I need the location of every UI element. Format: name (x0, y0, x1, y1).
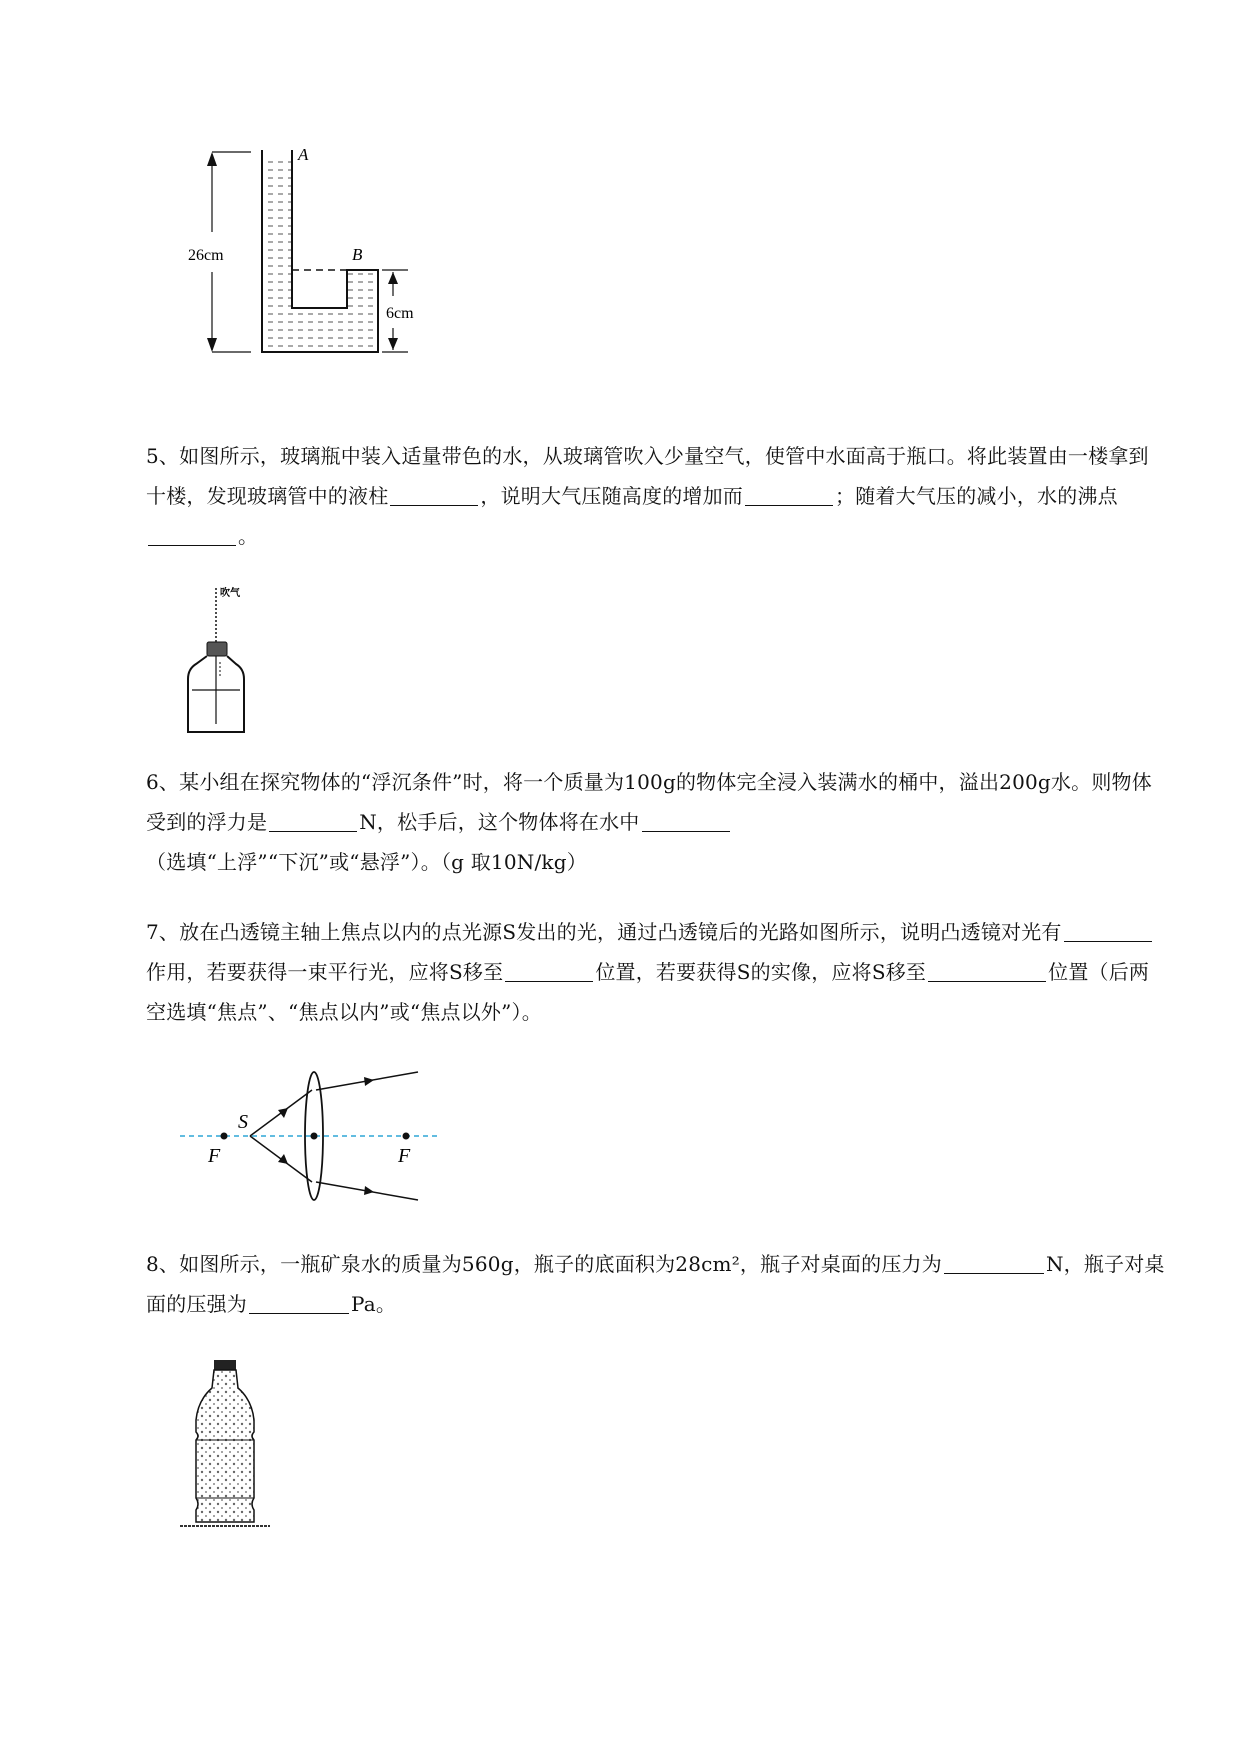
label-s: S (238, 1111, 248, 1133)
blank-3[interactable] (928, 959, 1046, 982)
question-8: 8、如图所示，一瓶矿泉水的质量为560g，瓶子的底面积为28cm²，瓶子对桌面的压力为 N，瓶子对桌面的压强为 Pa。 (146, 1252, 1165, 1316)
blank-1[interactable] (269, 809, 357, 832)
label-b: B (352, 245, 363, 264)
blank-2[interactable] (249, 1291, 349, 1314)
lens-figure (178, 1066, 448, 1206)
label-6cm: 6cm (386, 305, 414, 322)
label-a: A (298, 145, 309, 164)
blank-1[interactable] (390, 483, 478, 506)
label-f-right: F (398, 1145, 411, 1167)
u-tube-figure (188, 145, 476, 400)
blank-2[interactable] (505, 959, 593, 982)
blank-2[interactable] (642, 809, 730, 832)
bottle-figure (186, 584, 276, 734)
water-bottle-figure (176, 1358, 276, 1538)
label-26cm: 26cm (188, 247, 224, 264)
label-f-left: F (208, 1145, 221, 1167)
label-blow: 吹气 (220, 588, 240, 599)
blank-1[interactable] (944, 1251, 1044, 1274)
blank-3[interactable] (148, 523, 236, 546)
question-5: 5、如图所示，玻璃瓶中装入适量带色的水，从玻璃管吹入少量空气，使管中水面高于瓶口。将此装置由一楼拿到十楼，发现玻璃管中的液柱 ，说明大气压随高度的增加而 ；随着大气压的减小，水的沸点。 (146, 444, 1149, 548)
question-6: 6、某小组在探究物体的“浮沉条件”时，将一个质量为100g的物体完全浸入装满水的桶中，溢出200g水。则物体受到的浮力是 N，松手后，这个物体将在水中（选填“上浮”“下沉”或“悬浮”）。（g 取10N/kg） (146, 770, 1152, 874)
blank-1[interactable] (1064, 919, 1152, 942)
blank-2[interactable] (745, 483, 833, 506)
question-7: 7、放在凸透镜主轴上焦点以内的点光源S发出的光，通过凸透镜后的光路如图所示，说明凸透镜对光有作用，若要获得一束平行光，应将S移至 位置，若要获得S的实像，应将S移至 位置（后两空选填“焦点”、“焦点以内”或“焦点以外”）。 (146, 912, 1166, 1032)
